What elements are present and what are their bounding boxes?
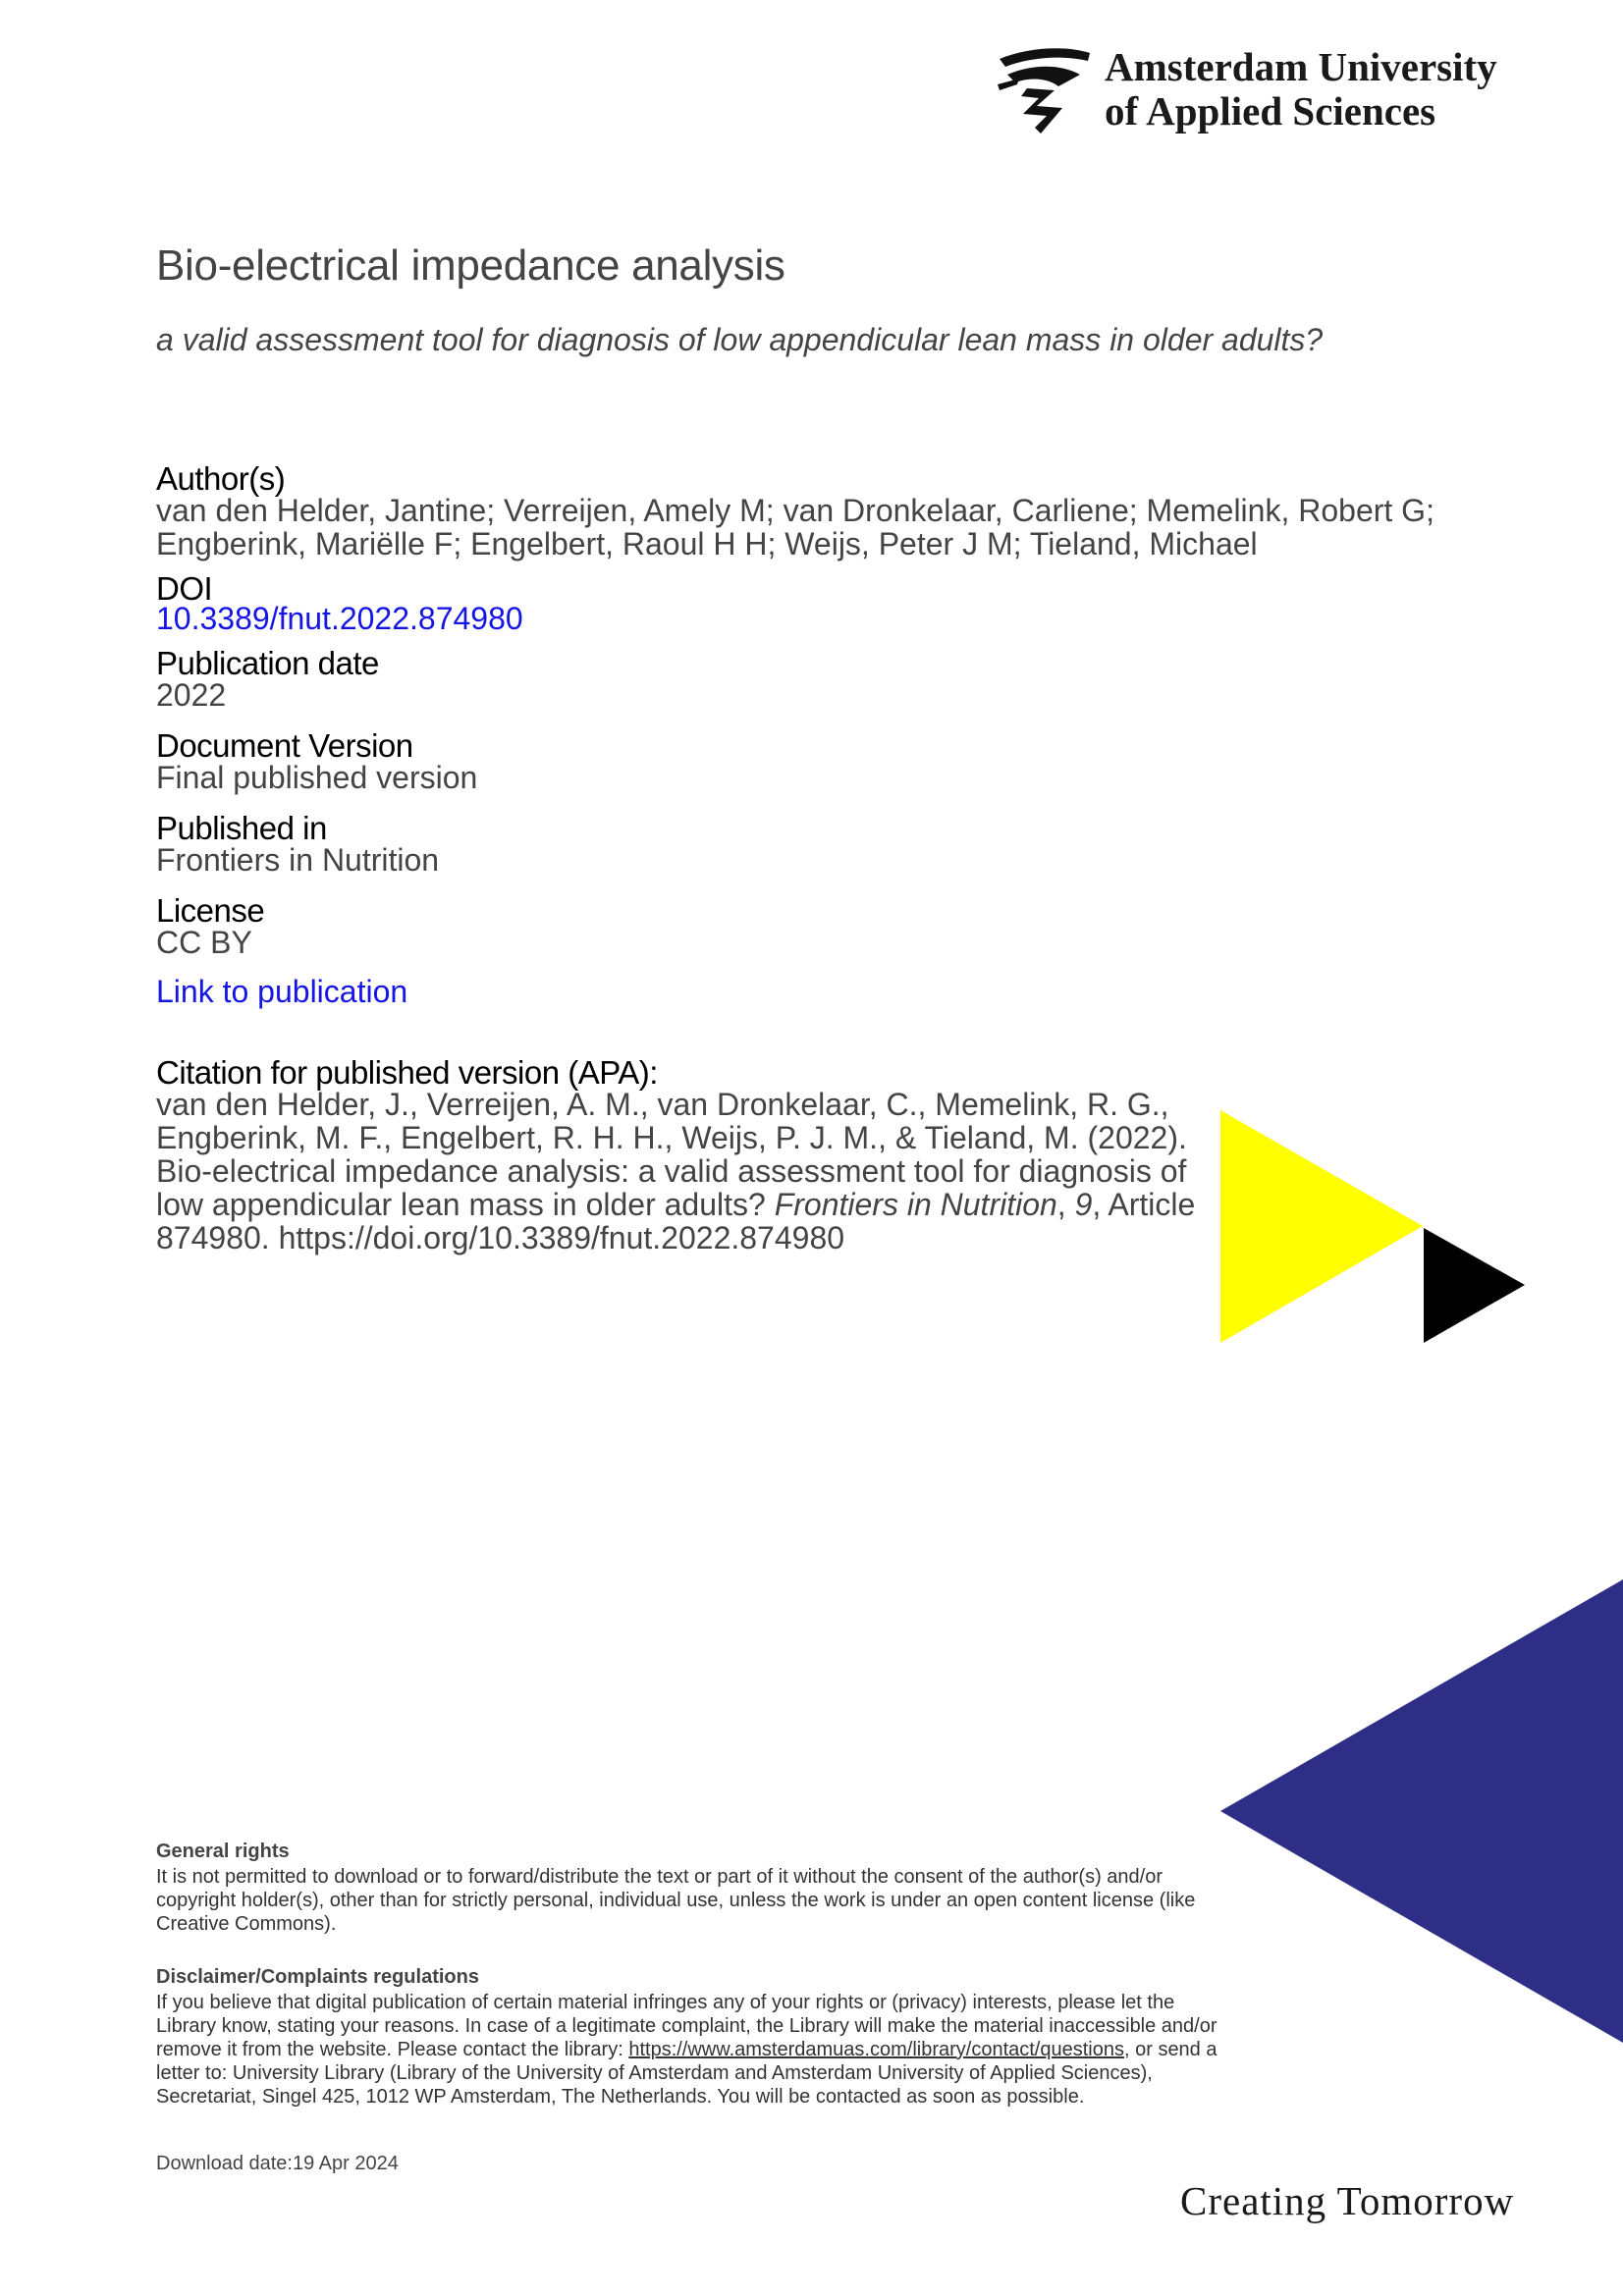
tagline: Creating Tomorrow	[1180, 2178, 1515, 2223]
document-version-label: Document Version	[156, 727, 413, 764]
license-label: License	[156, 892, 265, 929]
general-rights-heading: General rights	[156, 1841, 290, 1862]
disclaimer-body: If you believe that digital publication of certain material infringes any of your rights or (privacy) interests, please let the Library know, stating your reasons. In case of a legitimate complaint, the Library will make the material inaccessible and/or remove it from the website. Please contact the library:	[156, 1992, 1217, 2060]
general-rights-text: It is not permitted to download or to forward/distribute the text or part of it without the consent of the author(s) and/or copyright holder(s), other than for strictly personal, individual use, unless the work is under an open content license (like Creative Commons).	[156, 1866, 1196, 1935]
institution-logo	[998, 45, 1547, 133]
citation-doi: , Article 874980. https://doi.org/10.3389/fnut.2022.874980	[156, 1187, 1196, 1255]
black-triangle	[1424, 1228, 1525, 1343]
navy-triangle	[1220, 1579, 1623, 2043]
doi-link[interactable]: 10.3389/fnut.2022.874980	[156, 601, 523, 636]
institution-name-line1: Amsterdam University	[1105, 44, 1497, 89]
document-version-value: Final published version	[156, 760, 478, 795]
disclaimer-text	[156, 1991, 1226, 2109]
published-in-label: Published in	[156, 810, 327, 846]
published-in-value: Frontiers in Nutrition	[156, 842, 440, 878]
page-title: Bio-electrical impedance analysis	[156, 241, 785, 290]
yellow-triangle	[1220, 1110, 1423, 1343]
authors-label: Author(s)	[156, 460, 286, 497]
amsterdam-uas-logo-icon	[998, 45, 1092, 133]
link-to-publication[interactable]: Link to publication	[156, 974, 408, 1009]
citation-text	[156, 1088, 1197, 1255]
library-contact-link[interactable]: https://www.amsterdamuas.com/library/contact/questions	[628, 2039, 1124, 2060]
citation-separator: ,	[1056, 1187, 1075, 1222]
citation-body: van den Helder, J., Verreijen, A. M., van Dronkelaar, C., Memelink, R. G., Engberink, M. F., Engelbert, R. H. H., Weijs, P. J. M., & Tieland, M. (2022). Bio-electrical impedance analysis: a valid assessment tool for diagnosis of low appendicular lean mass in older adults?	[156, 1087, 1187, 1222]
authors-line-2: Engberink, Mariëlle F; Engelbert, Raoul H H; Weijs, Peter J M; Tieland, Michael	[156, 526, 1258, 561]
authors-line-1: van den Helder, Jantine; Verreijen, Amely M; van Dronkelaar, Carliene; Memelink, Robert G;	[156, 493, 1434, 528]
download-date: Download date:19 Apr 2024	[156, 2153, 399, 2174]
page-subtitle: a valid assessment tool for diagnosis of low appendicular lean mass in older adults?	[156, 322, 1324, 357]
citation-volume: 9	[1074, 1187, 1093, 1222]
citation-journal: Frontiers in Nutrition	[774, 1187, 1057, 1222]
publication-date-value: 2022	[156, 677, 227, 713]
disclaimer-body-end: , or send a letter to: University Library (Library of the University of Amsterdam and Amsterdam University of Applied Sciences), Secretariat, Singel 425, 1012 WP Amsterdam, The Netherlands. You will be contacted as soon as possible.	[156, 2039, 1217, 2108]
institution-name-line2: of Applied Sciences	[1105, 88, 1436, 133]
disclaimer-heading: Disclaimer/Complaints regulations	[156, 1966, 479, 1988]
license-value: CC BY	[156, 925, 252, 960]
doi-label: DOI	[156, 570, 213, 607]
publication-date-label: Publication date	[156, 645, 379, 681]
citation-label: Citation for published version (APA):	[156, 1054, 658, 1091]
